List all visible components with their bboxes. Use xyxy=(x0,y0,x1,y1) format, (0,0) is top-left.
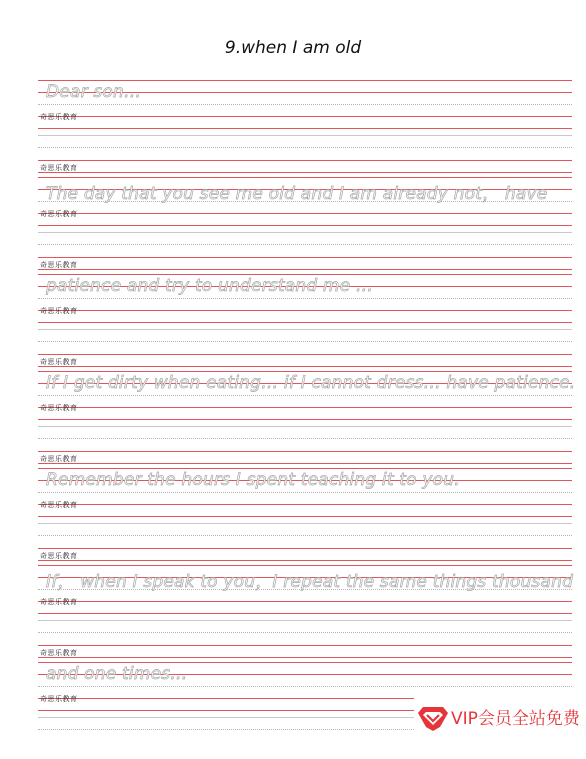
handwriting-block xyxy=(38,565,572,662)
logo-watermark: 奇思乐教育 xyxy=(40,164,78,172)
logo-watermark: 奇思乐教育 xyxy=(40,307,78,315)
handwriting-block xyxy=(38,468,572,565)
logo-watermark: 奇思乐教育 xyxy=(40,261,78,269)
logo-watermark: 奇思乐教育 xyxy=(40,552,78,560)
handwriting-block xyxy=(38,274,572,371)
trace-line: If， when I speak to you，I repeat the same things thousand xyxy=(46,572,574,592)
logo-watermark: 奇思乐教育 xyxy=(40,501,78,509)
vip-watermark xyxy=(414,697,586,736)
worksheet-title: 9.when I am old xyxy=(224,38,362,58)
vip-watermark-text: VIP会员全站免费 xyxy=(451,709,580,729)
logo-watermark: 奇思乐教育 xyxy=(40,598,78,606)
trace-line: If I get dirty when eating… if I cannot dress… have patience. xyxy=(46,373,576,393)
handwriting-block xyxy=(38,371,576,468)
logo-watermark: 奇思乐教育 xyxy=(40,695,78,703)
logo-watermark: 奇思乐教育 xyxy=(40,113,78,121)
diamond-badge-icon xyxy=(416,700,450,734)
logo-watermark: 奇思乐教育 xyxy=(40,455,78,463)
handwriting-block xyxy=(38,177,572,274)
trace-line: Remember the hours I spent teaching it to you. xyxy=(46,470,460,490)
trace-line: patience and try to understand me … xyxy=(46,276,374,296)
handwriting-block xyxy=(38,80,572,177)
logo-watermark: 奇思乐教育 xyxy=(40,358,78,366)
trace-line: and one times… xyxy=(46,664,188,684)
logo-watermark: 奇思乐教育 xyxy=(40,210,78,218)
trace-line: The day that you see me old and I am already not， have xyxy=(46,184,548,204)
logo-watermark: 奇思乐教育 xyxy=(40,404,78,412)
logo-watermark: 奇思乐教育 xyxy=(40,649,78,657)
trace-line: Dear son… xyxy=(46,82,142,102)
